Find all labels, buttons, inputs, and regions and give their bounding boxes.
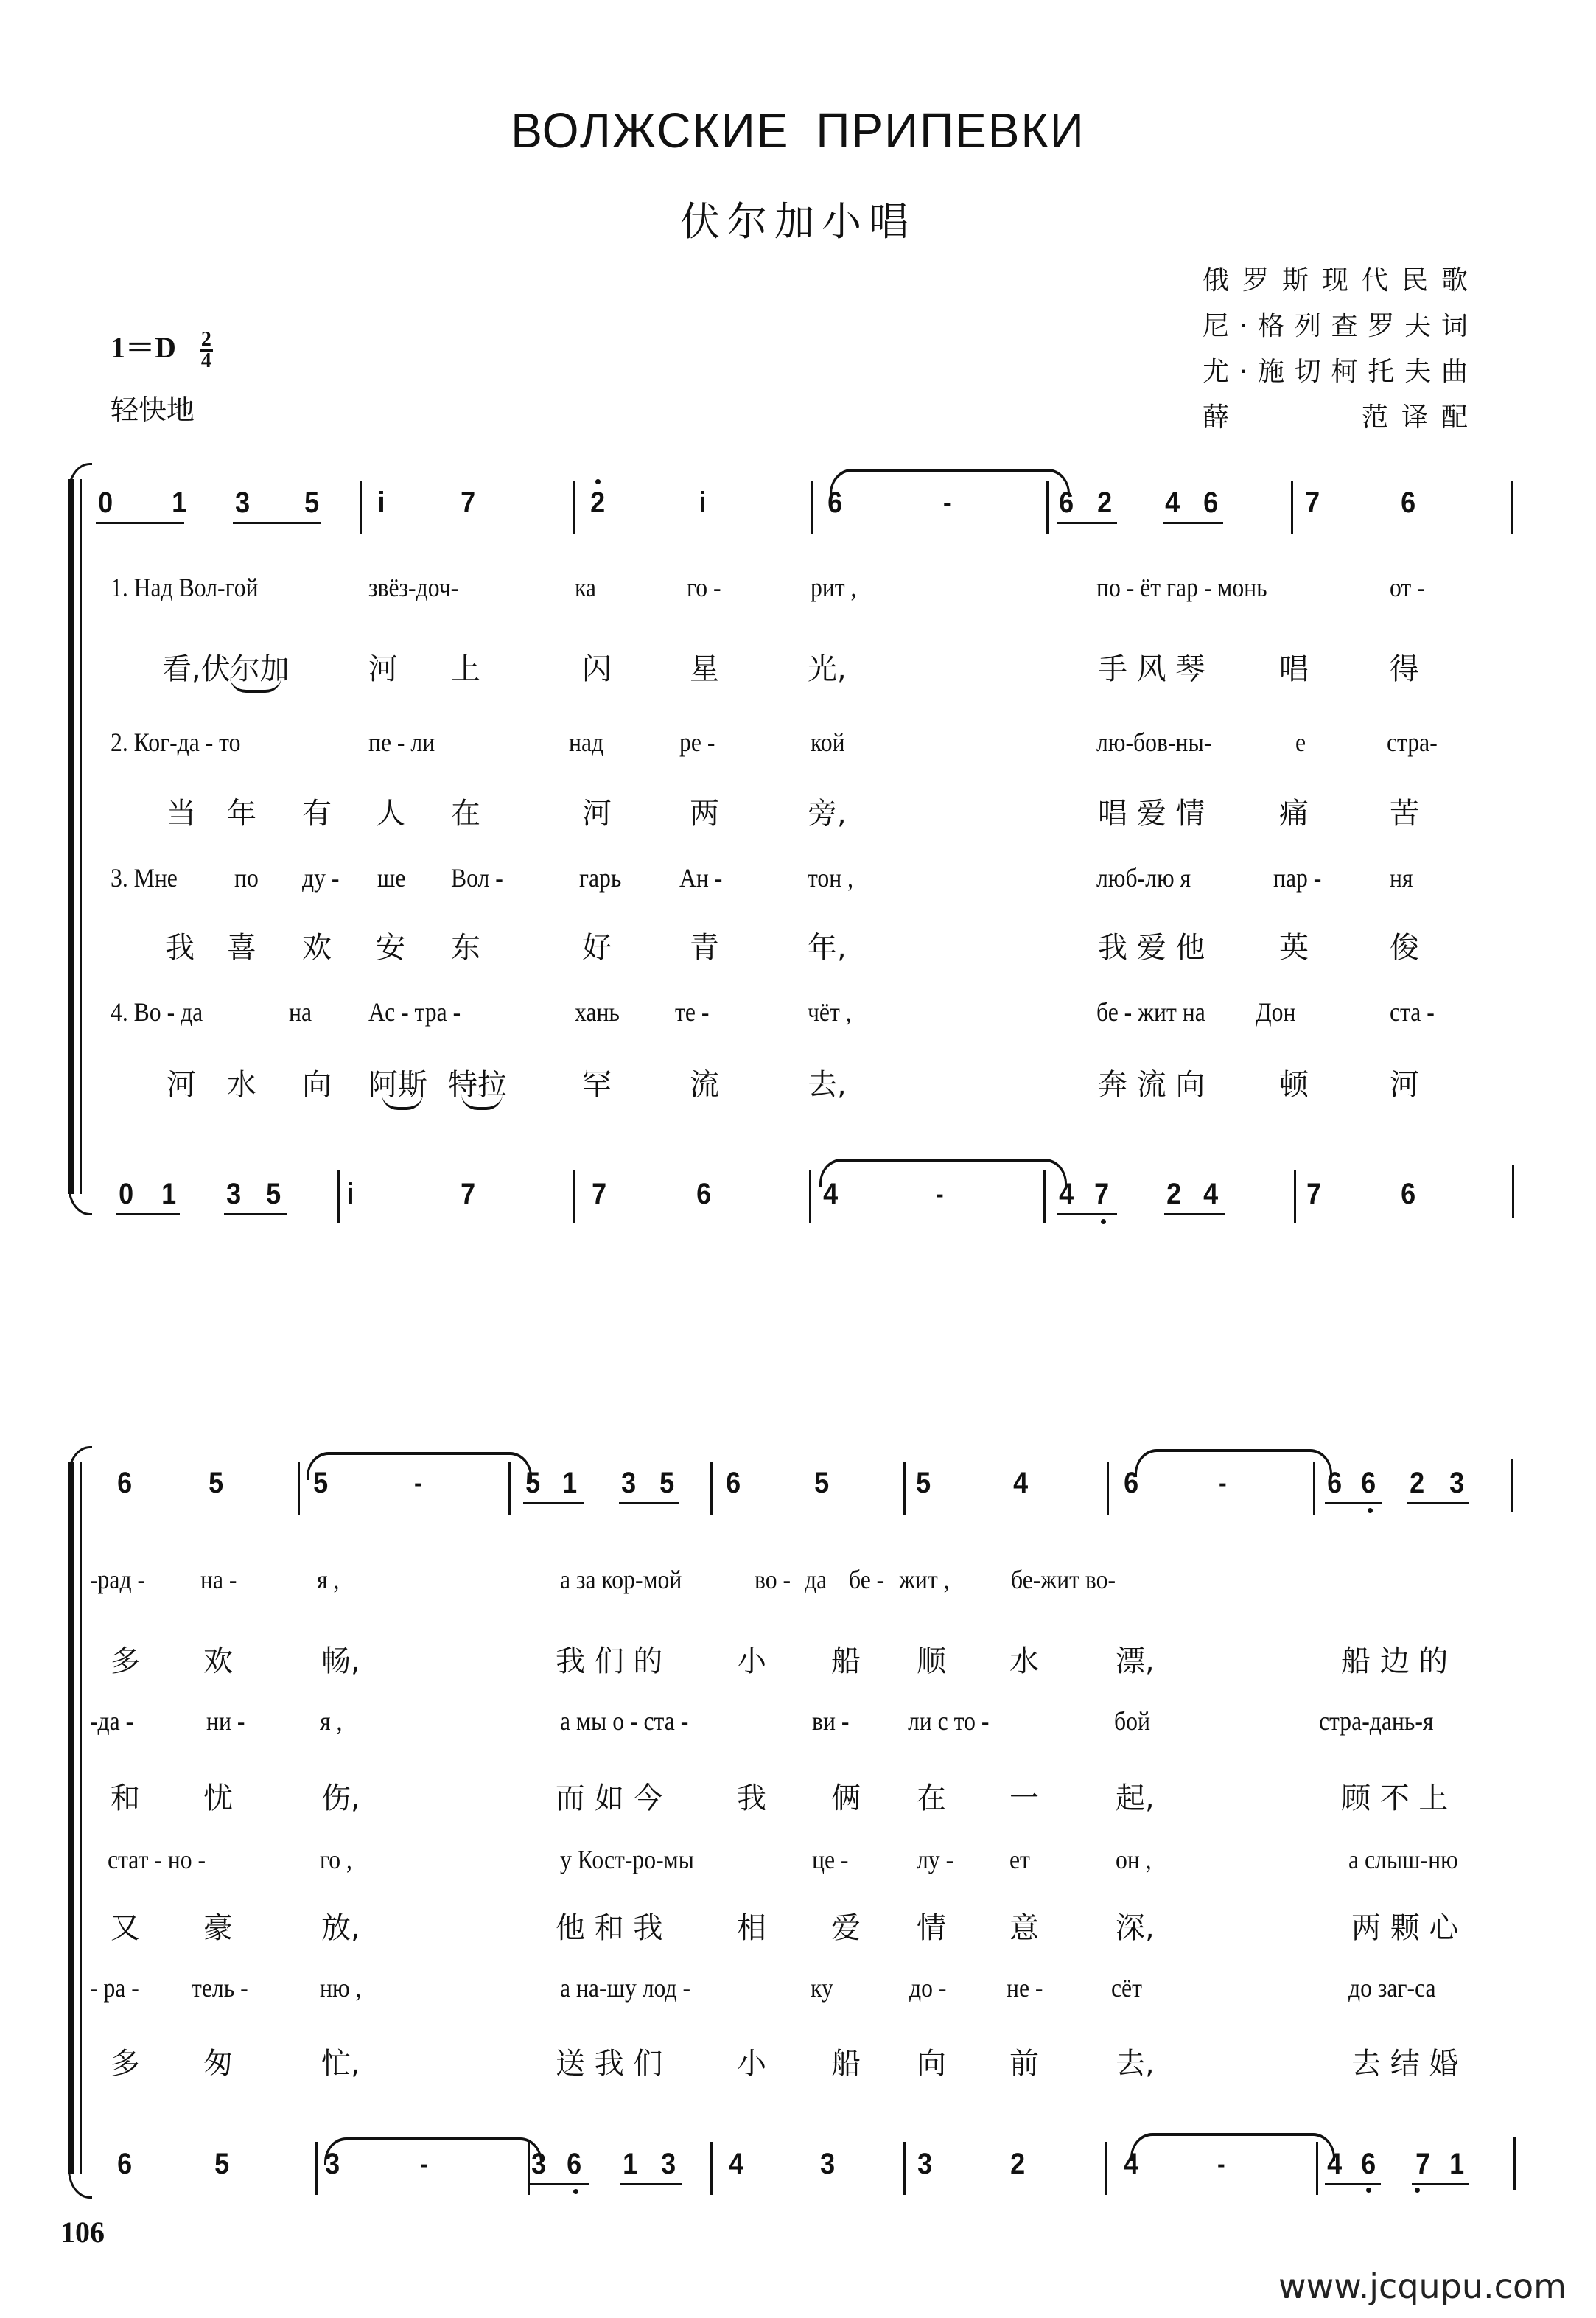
duration-dash: - [1219, 1470, 1227, 1496]
lyric-syllable: ку [811, 1973, 833, 2003]
note: 3 [621, 1467, 637, 1499]
watermark-url: www.jcqupu.com [1278, 2266, 1567, 2306]
time-signature [200, 330, 213, 371]
system-bracket [68, 1462, 77, 2174]
lyric-syllable: 送 我 们 [556, 2047, 663, 2081]
barline [1043, 1170, 1046, 1223]
high-octave-dot [595, 479, 601, 484]
lyric-syllable: те - [675, 997, 710, 1027]
lyric-syllable: 河 [1390, 1068, 1419, 1102]
lyric-syllable: 而 如 今 [556, 1781, 663, 1815]
note: 4 [1059, 1178, 1074, 1210]
note: 1 [172, 486, 187, 519]
lyric-syllable: над [569, 727, 604, 757]
lyric-syllable: 我 们 的 [556, 1644, 663, 1678]
barline [337, 1170, 340, 1223]
lyric-syllable: 河 [582, 797, 612, 831]
slur [230, 677, 281, 693]
lyric-syllable: 河 [167, 1068, 196, 1102]
note: 5 [525, 1467, 541, 1499]
credit-composer: 尤·施切柯托夫曲 [1203, 357, 1468, 387]
note: 6 [1327, 1467, 1343, 1499]
lyric-syllable: 光, [808, 652, 847, 686]
lyric-syllable: 俊 [1390, 931, 1419, 965]
note: 7 [1305, 486, 1320, 519]
note: 5 [313, 1467, 329, 1499]
note: 5 [209, 1467, 224, 1499]
lyric-syllable: не - [1007, 1973, 1043, 2003]
note: 6 [117, 1467, 133, 1499]
note: 3 [1449, 1467, 1465, 1499]
lyric-syllable: 去, [1116, 2047, 1155, 2081]
barline [710, 1462, 713, 1515]
lyric-syllable: до заг-са [1348, 1973, 1436, 2003]
beam-underline [1407, 1502, 1469, 1504]
lyric-syllable: стра-дань-я [1319, 1706, 1434, 1736]
lyric-syllable: 痛 [1279, 797, 1309, 831]
lyric-syllable: 唱 [1279, 652, 1309, 686]
barline [1291, 481, 1293, 534]
lyric-syllable: во - [755, 1565, 791, 1594]
lyric-syllable: ду - [302, 863, 340, 893]
note: 3 [226, 1178, 242, 1210]
beam-underline [1164, 1213, 1225, 1215]
barline [903, 2142, 906, 2195]
system-bracket-thin [80, 479, 82, 1194]
lyric-syllable: от - [1390, 573, 1425, 602]
lyric-syllable: я , [320, 1706, 343, 1736]
bracket-bottom-cap [68, 1184, 92, 1215]
lyric-syllable: стра- [1387, 727, 1438, 757]
note: 7 [1306, 1178, 1322, 1210]
lyric-syllable: 前 [1009, 2047, 1039, 2081]
low-octave-dot [573, 2189, 578, 2194]
lyric-syllable: жит , [899, 1565, 950, 1594]
note: 2 [1097, 486, 1113, 519]
barline [903, 1462, 906, 1515]
lyric-syllable: лу - [917, 1845, 954, 1874]
note: 2 [1410, 1467, 1425, 1499]
duration-dash: - [943, 489, 951, 516]
barline [1313, 1462, 1315, 1515]
lyric-syllable: 苦 [1390, 797, 1419, 831]
note: 6 [1361, 1467, 1376, 1499]
lyric-syllable: 闪 [582, 652, 612, 686]
page-number: 106 [60, 2216, 105, 2249]
beam-underline [1412, 2183, 1469, 2185]
barline [1513, 2137, 1516, 2190]
note: 1 [161, 1178, 177, 1210]
note: 4 [1124, 2148, 1139, 2180]
note: 5 [659, 1467, 675, 1499]
note: 4 [1203, 1178, 1219, 1210]
duration-dash: - [1217, 2151, 1225, 2177]
barline [573, 1170, 575, 1223]
lyric-syllable: 有 [302, 797, 332, 831]
note: 2 [1010, 2148, 1026, 2180]
lyric-syllable: на [289, 997, 312, 1027]
lyric-syllable: 水 [227, 1068, 256, 1102]
lyric-syllable: 他 和 我 [556, 1911, 663, 1945]
credit-translator: 薛 范译配 [1203, 402, 1468, 433]
lyric-syllable: 情 [917, 1911, 946, 1945]
lyric-syllable: а на-шу лод - [560, 1973, 691, 2003]
lyric-syllable: 深, [1116, 1911, 1155, 1945]
lyric-syllable: 安 [376, 931, 405, 965]
beam-underline [1163, 522, 1223, 524]
lyric-syllable: 东 [451, 931, 480, 965]
beam-underline [620, 2183, 682, 2185]
lyric-syllable: он , [1116, 1845, 1152, 1874]
tie [1130, 2133, 1335, 2161]
note: 6 [827, 486, 843, 519]
lyric-syllable: ню , [320, 1973, 362, 2003]
lyric-syllable: рит , [811, 573, 857, 602]
lyric-syllable: 年 [227, 797, 256, 831]
lyric-syllable: 船 [831, 1644, 861, 1678]
barline [1512, 1165, 1514, 1218]
lyric-syllable: гарь [579, 863, 622, 893]
lyric-syllable: ка [575, 573, 596, 602]
song-title-russian [0, 102, 1596, 159]
lyric-syllable: 当 [167, 797, 196, 831]
system-bracket [68, 479, 77, 1194]
barline [1046, 481, 1049, 534]
note: 3 [531, 2148, 547, 2180]
lyric-syllable: Дон [1256, 997, 1296, 1027]
lyric-syllable: ня [1390, 863, 1413, 893]
note: 2 [1166, 1178, 1182, 1210]
note: 4 [1013, 1467, 1029, 1499]
lyric-syllable: пар - [1273, 863, 1322, 893]
note: 5 [916, 1467, 931, 1499]
lyric-syllable: 2. Ког-да - то [111, 727, 241, 757]
key-signature [111, 324, 213, 371]
lyric-syllable: до - [909, 1973, 947, 2003]
note: 1 [623, 2148, 638, 2180]
lyric-syllable: кой [811, 727, 845, 757]
lyric-syllable: сёт [1111, 1973, 1142, 2003]
lyric-syllable: 伤, [321, 1781, 360, 1815]
lyric-syllable: бе - [849, 1565, 885, 1594]
tie [1135, 1449, 1332, 1477]
lyric-syllable: 漂, [1116, 1644, 1155, 1678]
note: 3 [917, 2148, 933, 2180]
song-title-chinese: 伏尔加小唱 [680, 198, 916, 245]
note: i [346, 1178, 354, 1210]
lyric-syllable: 多 [111, 1644, 140, 1678]
lyric-syllable: 英 [1279, 931, 1309, 965]
slur [382, 1094, 423, 1110]
barline [360, 481, 362, 534]
title-word: ВОЛЖСКИЕ [511, 102, 790, 158]
lyric-syllable: стат - но - [108, 1845, 206, 1874]
note: 7 [1415, 2148, 1431, 2180]
lyric-syllable: 又 [111, 1911, 140, 1945]
tempo-marking: 轻快地 [111, 394, 195, 426]
note: 6 [696, 1178, 712, 1210]
lyric-syllable: а мы о - ста - [560, 1706, 689, 1736]
lyric-syllable: 河 [368, 652, 398, 686]
note: 0 [98, 486, 113, 519]
lyric-syllable: 意 [1009, 1911, 1039, 1945]
barline [811, 481, 813, 534]
credits-block [1203, 258, 1468, 441]
lyric-syllable: 我 爱 他 [1098, 931, 1205, 965]
system-bracket-thin [80, 1462, 82, 2174]
note: 5 [266, 1178, 281, 1210]
lyric-syllable: 在 [917, 1781, 946, 1815]
barline [710, 2142, 713, 2195]
note: 7 [461, 1178, 476, 1210]
lyric-syllable: 相 [737, 1911, 766, 1945]
lyric-syllable: да [805, 1565, 827, 1594]
lyric-syllable: люб-лю я [1096, 863, 1191, 893]
lyric-syllable: ста - [1390, 997, 1435, 1027]
note: 6 [1361, 2148, 1376, 2180]
lyric-syllable: 1. Над Вол-гой [111, 573, 259, 602]
lyric-syllable: а слыш-ню [1348, 1845, 1458, 1874]
beam-underline [1057, 1213, 1117, 1215]
lyric-syllable: лю-бов-ны- [1096, 727, 1212, 757]
barline [298, 1462, 300, 1515]
note: 5 [814, 1467, 830, 1499]
lyric-syllable: 在 [451, 797, 480, 831]
beam-underline [529, 2183, 589, 2185]
lyric-syllable: це - [812, 1845, 849, 1874]
note: 6 [117, 2148, 133, 2180]
lyric-syllable: ет [1009, 1845, 1030, 1874]
beam-underline [116, 1213, 180, 1215]
note: 3 [820, 2148, 836, 2180]
note: 7 [461, 486, 476, 519]
low-octave-dot [1101, 1219, 1106, 1224]
note: 5 [214, 2148, 230, 2180]
lyric-syllable: 得 [1390, 652, 1419, 686]
lyric-syllable: 一 [1009, 1781, 1039, 1815]
lyric-syllable: 忙, [321, 2047, 360, 2081]
lyric-syllable: ви - [812, 1706, 850, 1736]
lyric-syllable: 上 [451, 652, 480, 686]
lyric-syllable: 旁, [808, 797, 847, 831]
lyric-syllable: -рад - [90, 1565, 146, 1594]
lyric-syllable: а за кор-мой [560, 1565, 682, 1594]
time-sig-numerator: 2 [200, 328, 211, 352]
lyric-syllable: 年, [808, 931, 847, 965]
barline [1316, 2142, 1318, 2195]
lyric-syllable: 星 [690, 652, 719, 686]
duration-dash: - [936, 1181, 944, 1207]
lyric-syllable: 4. Во - да [111, 997, 203, 1027]
lyric-syllable: ли с то - [908, 1706, 990, 1736]
lyric-syllable: 顿 [1279, 1068, 1309, 1102]
barline [1511, 1459, 1513, 1512]
lyric-syllable: 去 结 婚 [1351, 2047, 1459, 2081]
lyric-syllable: 欢 [302, 931, 332, 965]
low-octave-dot [1368, 1508, 1373, 1513]
lyric-syllable: 忧 [203, 1781, 233, 1815]
barline [809, 1170, 811, 1223]
lyric-syllable: бе - жит на [1096, 997, 1205, 1027]
lyric-syllable: звёз-доч- [368, 573, 459, 602]
lyric-syllable: чёт , [808, 997, 852, 1027]
lyric-syllable: 特拉 [448, 1068, 507, 1102]
key-label: 1＝D [111, 331, 176, 364]
lyric-syllable: 罕 [582, 1068, 612, 1102]
lyric-syllable: 向 [917, 2047, 946, 2081]
lyric-syllable: бе-жит во- [1011, 1565, 1116, 1594]
barline [1107, 1462, 1109, 1515]
lyric-syllable: 多 [111, 2047, 140, 2081]
beam-underline [619, 1502, 679, 1504]
note: 5 [304, 486, 320, 519]
lyric-syllable: 小 [737, 1644, 766, 1678]
lyric-syllable: 和 [111, 1781, 140, 1815]
note: 1 [1449, 2148, 1465, 2180]
note: i [699, 486, 707, 519]
note: 6 [1124, 1467, 1139, 1499]
lyric-syllable: ре - [679, 727, 715, 757]
lyric-syllable: 去, [808, 1068, 847, 1102]
note: 4 [1165, 486, 1180, 519]
beam-underline [1057, 522, 1117, 524]
lyric-syllable: го , [320, 1845, 352, 1874]
credit-lyricist: 尼·格列查罗夫词 [1203, 311, 1468, 341]
lyric-syllable: 人 [376, 797, 405, 831]
slur [461, 1094, 503, 1110]
barline [1294, 1170, 1296, 1223]
note: 7 [1094, 1178, 1110, 1210]
lyric-syllable: 流 [690, 1068, 719, 1102]
lyric-syllable: 奔 流 向 [1098, 1068, 1205, 1102]
lyric-syllable: 船 边 的 [1341, 1644, 1449, 1678]
lyric-syllable: ни - [206, 1706, 245, 1736]
lyric-syllable: 水 [1009, 1644, 1039, 1678]
low-octave-dot [1366, 2188, 1371, 2193]
lyric-syllable: 顺 [917, 1644, 946, 1678]
lyric-syllable: 我 [737, 1781, 766, 1815]
lyric-syllable: 放, [321, 1911, 360, 1945]
lyric-syllable: 好 [582, 931, 612, 965]
lyric-syllable: тон , [808, 863, 854, 893]
lyric-syllable: - ра - [90, 1973, 139, 2003]
lyric-syllable: бой [1114, 1706, 1150, 1736]
lyric-syllable: 畅, [321, 1644, 360, 1678]
lyric-syllable: 俩 [831, 1781, 861, 1815]
barline [528, 2142, 530, 2195]
lyric-syllable: 喜 [227, 931, 256, 965]
note: 7 [592, 1178, 607, 1210]
barline [573, 481, 575, 534]
lyric-syllable: е [1295, 727, 1306, 757]
lyric-syllable: на - [200, 1565, 237, 1594]
note: 6 [1401, 486, 1416, 519]
lyric-syllable: 欢 [203, 1644, 233, 1678]
note: 6 [1059, 486, 1074, 519]
barline [315, 2142, 318, 2195]
barline [508, 1462, 511, 1515]
beam-underline [233, 522, 321, 524]
lyric-syllable: 青 [690, 931, 719, 965]
lyric-syllable: -да - [90, 1706, 134, 1736]
beam-underline [1325, 1502, 1382, 1504]
lyric-syllable: 3. Мне [111, 863, 178, 893]
lyric-syllable: 唱 爱 情 [1098, 797, 1205, 831]
note: 3 [661, 2148, 676, 2180]
beam-underline [1325, 2183, 1381, 2185]
lyric-syllable: 顾 不 上 [1341, 1781, 1449, 1815]
beam-underline [96, 522, 184, 524]
note: 4 [729, 2148, 744, 2180]
lyric-syllable: 看,伏尔加 [162, 652, 290, 686]
note: 6 [1401, 1178, 1416, 1210]
lyric-syllable: 起, [1116, 1781, 1155, 1815]
lyric-syllable: 我 [165, 931, 195, 965]
beam-underline [224, 1213, 287, 1215]
lyric-syllable: 小 [737, 2047, 766, 2081]
lyric-syllable: тель - [192, 1973, 248, 2003]
bracket-bottom-cap [68, 2167, 92, 2199]
note: 2 [590, 486, 606, 519]
note: i [377, 486, 385, 519]
barline [1511, 481, 1513, 534]
lyric-syllable: 手 风 琴 [1098, 652, 1205, 686]
note: 6 [1203, 486, 1219, 519]
lyric-syllable: Ан - [679, 863, 723, 893]
beam-underline [523, 1502, 584, 1504]
lyric-syllable: го - [687, 573, 721, 602]
lyric-syllable: 豪 [203, 1911, 233, 1945]
lyric-syllable: я , [317, 1565, 340, 1594]
note: 3 [235, 486, 251, 519]
note: 3 [325, 2148, 340, 2180]
lyric-syllable: хань [575, 997, 620, 1027]
lyric-syllable: пе - ли [368, 727, 435, 757]
lyric-syllable: 船 [831, 2047, 861, 2081]
lyric-syllable: 爱 [831, 1911, 861, 1945]
title-word: ПРИПЕВКИ [816, 102, 1085, 158]
lyric-syllable: 向 [302, 1068, 332, 1102]
lyric-syllable: по [234, 863, 259, 893]
note: 6 [567, 2148, 582, 2180]
low-octave-dot [1415, 2188, 1420, 2193]
note: 0 [119, 1178, 134, 1210]
tie [324, 2137, 542, 2165]
duration-dash: - [420, 2151, 428, 2177]
lyric-syllable: у Кост-ро-мы [560, 1845, 694, 1874]
lyric-syllable: 阿斯 [368, 1068, 427, 1102]
lyric-syllable: ше [377, 863, 406, 893]
duration-dash: - [414, 1470, 422, 1496]
lyric-syllable: 两 颗 心 [1351, 1911, 1459, 1945]
lyric-syllable: 匆 [203, 2047, 233, 2081]
barline [1105, 2142, 1107, 2195]
note: 6 [726, 1467, 741, 1499]
note: 4 [823, 1178, 839, 1210]
lyric-syllable: по - ёт гар - монь [1096, 573, 1267, 602]
lyric-syllable: Ас - тра - [368, 997, 461, 1027]
note: 4 [1327, 2148, 1343, 2180]
lyric-syllable: 两 [690, 797, 719, 831]
credit-genre: 俄罗斯现代民歌 [1203, 265, 1468, 296]
note: 1 [562, 1467, 578, 1499]
lyric-syllable: Вол - [451, 863, 503, 893]
time-sig-denominator: 4 [200, 349, 211, 373]
